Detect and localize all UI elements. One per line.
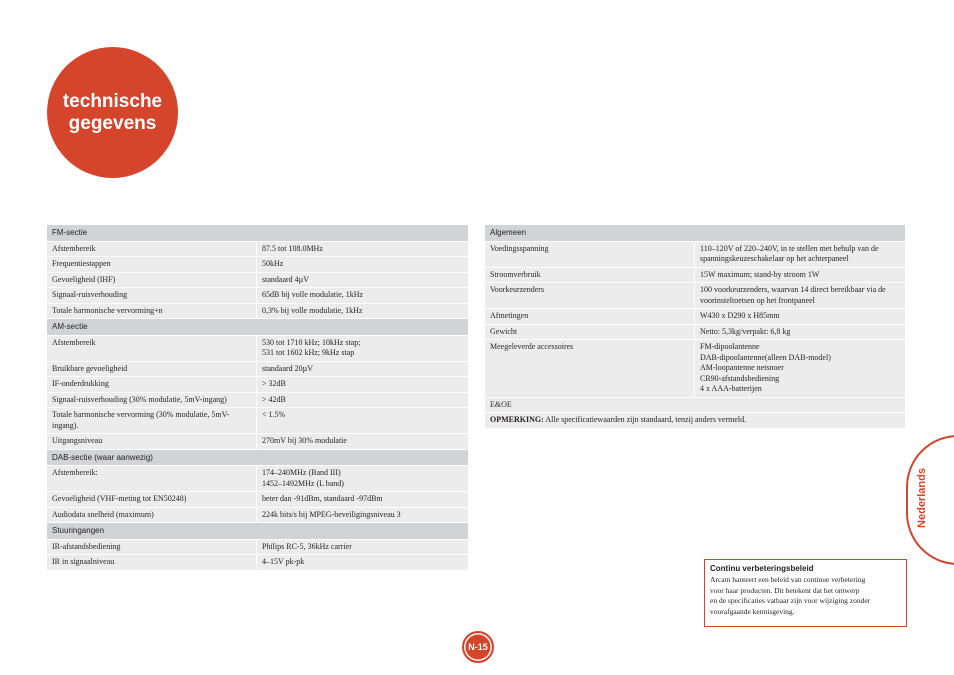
left-spec-table bbox=[47, 225, 468, 571]
table-row bbox=[47, 555, 468, 571]
spec-value: Philips RC-5, 36kHz carrier bbox=[257, 539, 469, 555]
language-side-tab bbox=[906, 435, 954, 565]
policy-title: Continu verbeteringsbeleid bbox=[710, 564, 814, 573]
table-row bbox=[47, 272, 468, 288]
spec-value: 50kHz bbox=[257, 257, 469, 273]
spec-label: Totale harmonische vervorming (30% modulatie, 5mV-ingang). bbox=[47, 408, 257, 434]
section-header bbox=[47, 449, 468, 466]
spec-label: Signaal-ruisverhouding (30% modulatie, 5mV-ingang) bbox=[47, 392, 257, 408]
fm-section-header: FM-sectie bbox=[47, 225, 468, 241]
am-section-header: AM-sectie bbox=[47, 319, 468, 336]
spec-label: Gewicht bbox=[485, 324, 695, 340]
spec-value: 15W maximum; stand-by stroom 1W bbox=[695, 267, 906, 283]
improvement-policy-box bbox=[704, 559, 907, 627]
table-row bbox=[47, 408, 468, 434]
spec-value: beter dan -91dBm, standaard -97dBm bbox=[257, 492, 469, 508]
spec-label: IF-onderdrukking bbox=[47, 377, 257, 393]
spec-value: 0,3% bij volle modulatie, 1kHz bbox=[257, 303, 469, 319]
spec-value: 4–15V pk-pk bbox=[257, 555, 469, 571]
spec-label: Afstembereik bbox=[47, 241, 257, 257]
table-row bbox=[47, 303, 468, 319]
spec-value: > 32dB bbox=[257, 377, 469, 393]
policy-text: Arcam hanteert een beleid van continue verbetering voor haar producten. Dit betekent dat het ontwerp en de specificaties vatbaar zijn voor wijziging zonder voorafgaande kennisgeving. bbox=[710, 575, 871, 616]
table-row bbox=[485, 413, 905, 429]
spec-label: Afstembereik: bbox=[47, 466, 257, 492]
title-circle bbox=[47, 47, 178, 178]
spec-value: < 1.5% bbox=[257, 408, 469, 434]
section-header bbox=[47, 225, 468, 241]
table-row bbox=[47, 377, 468, 393]
table-row bbox=[485, 324, 905, 340]
section-header bbox=[47, 319, 468, 336]
table-row bbox=[47, 434, 468, 450]
spec-label: Afmetingen bbox=[485, 309, 695, 325]
spec-value: W430 x D290 x H85mm bbox=[695, 309, 906, 325]
table-row bbox=[47, 361, 468, 377]
section-header bbox=[485, 225, 905, 241]
spec-label: Audiodata snelheid (maximum) bbox=[47, 507, 257, 523]
spec-value: 270mV bij 30% modulatie bbox=[257, 434, 469, 450]
spec-value: 530 tot 1710 kHz; 10kHz stap; 531 tot 1602 kHz; 9kHz stap bbox=[257, 335, 469, 361]
spec-value: 87.5 tot 108.0MHz bbox=[257, 241, 469, 257]
note-label: OPMERKING: bbox=[490, 415, 544, 424]
spec-value: 224k bits/s bij MPEG-beveiligingsniveau 3 bbox=[257, 507, 469, 523]
spec-label: Gevoeligheid (IHF) bbox=[47, 272, 257, 288]
table-row bbox=[485, 241, 905, 267]
spec-label: Bruikbare gevoeligheid bbox=[47, 361, 257, 377]
language-label: Nederlands bbox=[916, 468, 928, 528]
dab-section-header: DAB-sectie (waar aanwezig) bbox=[47, 449, 468, 466]
note-cell bbox=[485, 413, 905, 429]
spec-label: Totale harmonische vervorming+n bbox=[47, 303, 257, 319]
page-number: N-15 bbox=[462, 631, 494, 663]
spec-value: 65dB bij volle modulatie, 1kHz bbox=[257, 288, 469, 304]
table-row bbox=[47, 392, 468, 408]
spec-label: IR in signaalniveau bbox=[47, 555, 257, 571]
page-title: technische gegevens bbox=[62, 90, 163, 134]
spec-label: IR-afstandsbediening bbox=[47, 539, 257, 555]
table-row bbox=[47, 466, 468, 492]
section-header bbox=[47, 523, 468, 540]
control-section-header: Stuuringangen bbox=[47, 523, 468, 540]
table-row bbox=[485, 283, 905, 309]
table-row bbox=[47, 335, 468, 361]
eoe-text: E&OE bbox=[485, 397, 905, 413]
table-row bbox=[485, 267, 905, 283]
table-row bbox=[47, 288, 468, 304]
spec-value: standaard 4µV bbox=[257, 272, 469, 288]
spec-value: Netto: 5,3kg/verpakt: 6,8 kg bbox=[695, 324, 906, 340]
spec-value: FM-dipoolantenne DAB-dipoolantenne(alleen DAB-model) AM-loopantenne netsnoer CR90-afstandsbediening 4 x AAA-batterijen bbox=[695, 340, 906, 398]
table-row bbox=[47, 539, 468, 555]
note-text: Alle specificatiewaarden zijn standaard, tenzij anders vermeld. bbox=[543, 415, 747, 424]
spec-value: > 42dB bbox=[257, 392, 469, 408]
spec-label: Signaal-ruisverhouding bbox=[47, 288, 257, 304]
spec-label: Meegeleverde accessoires bbox=[485, 340, 695, 398]
table-row bbox=[47, 507, 468, 523]
general-section-header: Algemeen bbox=[485, 225, 905, 241]
table-row bbox=[485, 309, 905, 325]
table-row bbox=[47, 241, 468, 257]
spec-label: Gevoeligheid (VHF-meting tot EN50248) bbox=[47, 492, 257, 508]
table-row bbox=[47, 257, 468, 273]
spec-value: standaard 20µV bbox=[257, 361, 469, 377]
table-row bbox=[485, 340, 905, 398]
spec-label: Voedingsspanning bbox=[485, 241, 695, 267]
spec-label: Voorkeurzenders bbox=[485, 283, 695, 309]
table-row bbox=[485, 397, 905, 413]
spec-label: Afstembereik bbox=[47, 335, 257, 361]
spec-value: 100 voorkeurzenders, waarvan 14 direct bereikbaar via de voorinsteltoetsen op het frontpaneel bbox=[695, 283, 906, 309]
spec-value: 174–240MHz (Band III) 1452–1492MHz (L band) bbox=[257, 466, 469, 492]
spec-label: Frequentiestappen bbox=[47, 257, 257, 273]
right-spec-table bbox=[485, 225, 905, 429]
spec-label: Uitgangsniveau bbox=[47, 434, 257, 450]
spec-value: 110–120V of 220–240V, in te stellen met behulp van de spanningskeuzeschakelaar op het achterpaneel bbox=[695, 241, 906, 267]
spec-label: Stroomverbruik bbox=[485, 267, 695, 283]
table-row bbox=[47, 492, 468, 508]
